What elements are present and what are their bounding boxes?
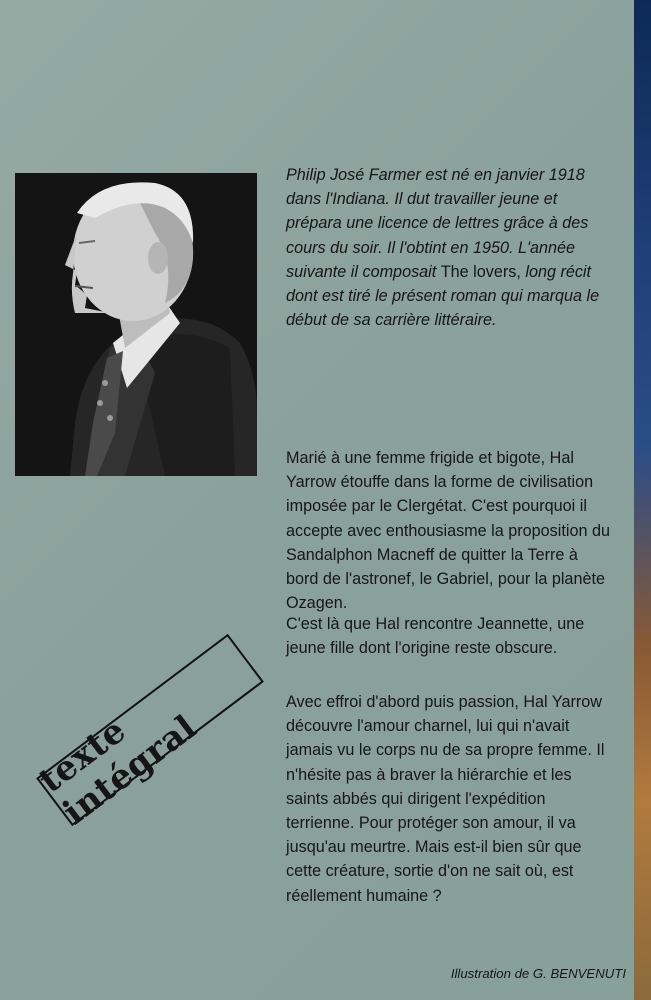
synopsis-paragraph-2: C'est là que Hal rencontre Jeannette, une jeune fille dont l'origine reste obscure. <box>286 615 585 658</box>
front-cover-edge <box>634 0 651 1000</box>
author-bio: Philip José Farmer est né en janvier 1918 dans l'Indiana. Il dut travailler jeune et prépara une licence de lettres grâce à des cours du soir. Il l'obtint en 1950. L'année suivante il composait The lovers, long récit dont est tiré le présent roman qui marqua le début de sa carrière littéraire. <box>286 166 600 330</box>
synopsis-paragraph-1: Marié à une femme frigide et bigote, Hal Yarrow étouffe dans la forme de civilisation imposée par le Clergétat. C'est pourquoi il accepte avec enthousiasme la proposition du Sandalphon Macneff de quitter la Terre à bord de l'astronef, le Gabriel, pour la planète Ozagen. <box>286 449 610 613</box>
author-photo <box>15 173 257 476</box>
texte-integral-stamp: texte intégral <box>36 634 264 826</box>
book-title: The lovers, <box>440 262 521 281</box>
synopsis-paragraph-3: Avec effroi d'abord puis passion, Hal Yarrow découvre l'amour charnel, lui qui n'avait jamais vu le corps nu de sa propre femme. Il n'hésite pas à braver la hiérarchie et les saints abbés qui dirigent l'expédition terrienne. Pour protéger son amour, il va jusqu'au meurtre. Mais est-il bien sûr que cette créature, sortie d'on ne sait où, est réellement humaine ? <box>286 693 605 905</box>
illustration-credit: Illustration de G. BENVENUTI <box>450 966 626 981</box>
